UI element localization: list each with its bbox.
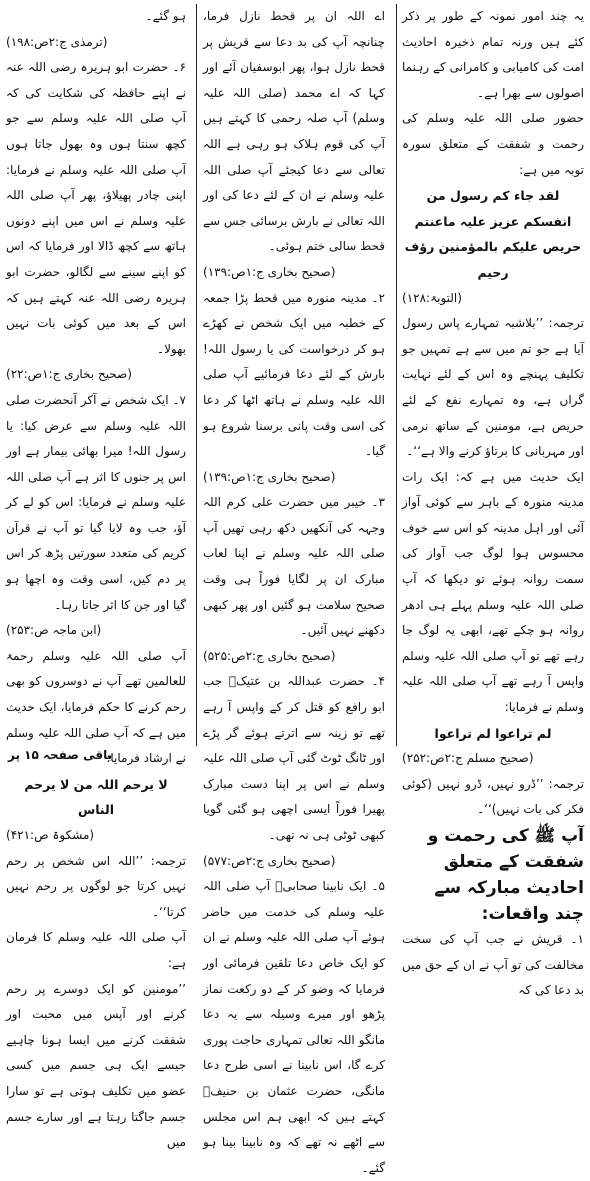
paragraph: اے اللہ ان پر قحط نازل فرما، چنانچہ آپ کی بد دعا سے قریش پر قحط نازل ہوا، پھر ابوسفیان آئے اور کہا کہ اے محمد (صلی اللہ علیہ وسلم) آپ صلہ رحمی کا کہتے ہیں آپ کی قوم ہلاک ہو رہی ہے اللہ تعالی سے دعا کیجئے آپ صلی اللہ علیہ وسلم نے ان کے لئے دعا کی اور اللہ تعالی نے بارش برسائی جس سے قحط سالی ختم ہوئی۔ — [203, 9, 385, 254]
reference: (صحیح مسلم ج:۲ص:۲۵۲) — [402, 751, 534, 766]
column-middle — [203, 4, 385, 1175]
arabic-quote: لم تراعوا لم تراعوا — [434, 725, 552, 741]
paragraph: ۶۔ حضرت ابو ہریرہ رضی اللہ عنہ نے اپنے حافظہ کی شکایت کی کہ آپ صلی اللہ علیہ وسلم سے جو کچھ سنتا ہوں وہ بھول جاتا ہوں آپ صلی اللہ علیہ وسلم نے فرمایا: اپنی چادر پھیلاؤ، پھر آپ صلی اللہ علیہ وسلم نے اس میں اپنے دونوں ہاتھ سے کچھ ڈالا اور فرمایا کہ اس کو اپنے سینے سے لگالو، حضرت ابو ہریرہ رضی اللہ عنہ کہتے ہیں کہ اس کے بعد میں کوئی بات نہیں بھولا۔ — [6, 60, 186, 356]
reference: (صحیح بخاری ج:۱ص:۱۳۹) — [203, 264, 336, 279]
paragraph: حضور صلی اللہ علیہ وسلم کی رحمت و شفقت کے متعلق سورہ توبہ میں ہے: — [402, 111, 584, 177]
paragraph: ’’مومنین کو ایک دوسرے پر رحم کرنے اور آپس میں محبت اور شفقت کرنے میں ایسا ہونا چاہیے جیسے ایک ہی جسم میں کسی عضو میں تکلیف ہوتی ہے تو سارا جسم جاگتا رہتا ہے اور سارے جسم میں — [6, 981, 186, 1150]
column-divider — [396, 4, 397, 746]
paragraph: یہ چند امور نمونہ کے طور پر ذکر کئے ہیں ورنہ تمام ذخیرہ احادیث امت کی کامیابی و کامرانی کے رہنما اصولوں سے بھرا ہے۔ — [402, 9, 584, 100]
paragraph: ۱۔ قریش نے جب آپ کی سخت مخالفت کی تو آپ نے ان کے حق میں بد دعا کی کہ — [402, 932, 584, 998]
paragraph: ۲۔ مدینہ منورہ میں قحط پڑا جمعہ کے خطبہ میں ایک شخص نے کھڑے ہو کر درخواست کی یا رسول اللہ! بارش کے لئے دعا فرمائیے آپ صلی اللہ علیہ وسلم نے ہاتھ اٹھا کر دعا کی اسی وقت پانی برسنا شروع ہو گیا۔ — [203, 290, 385, 459]
reference: (ابن ماجہ ص:۲۵۳) — [6, 623, 102, 638]
reference: (صحیح بخاری ج:۱ص:۱۳۹) — [203, 469, 336, 484]
arabic-quote: لقد جاء کم رسول من انفسکم عزیز علیہ ماعنتم حریص علیکم بالمؤمنین رؤف رحیم — [404, 188, 582, 280]
paragraph: ۷۔ ایک شخص نے آکر آنحضرت صلی اللہ علیہ وسلم سے عرض کیا: یا رسول اللہ! میرا بھائی بیمار ہے اور اس پر جنوں کا اثر ہے آپ صلی اللہ علیہ وسلم نے فرمایا: اس کو لے کر آؤ، جب وہ لایا گیا تو آپ نے قرآن کریم کی متعدد سورتیں پڑھ کر اس پر دم کیں، اسی وقت وہ اچھا ہو گیا اور جن کا اثر جاتا رہا۔ — [6, 392, 186, 612]
reference: (ترمذی ج:۲ص:۱۹۸) — [6, 34, 108, 49]
paragraph: ۳۔ خیبر میں حضرت علی کرم اللہ وجہہ کی آنکھیں دکھ رہی تھیں آپ صلی اللہ علیہ وسلم نے اپنا لعاب مبارک ان پر لگایا فوراً ہی وقت صحیح سلامت ہو گئیں اور پھر کبھی دکھنے نہیں آئیں۔ — [203, 495, 385, 638]
arabic-quote: لا یرحم اللہ من لا یرحم الناس — [24, 776, 168, 818]
page-continuation-note: باقی صفحہ ۱۵ پر — [8, 748, 113, 762]
paragraph: ہو گئے۔ — [145, 9, 186, 23]
reference: (صحیح بخاری ج:۲ص:۵۲۵) — [203, 648, 336, 663]
column-right — [402, 4, 584, 998]
paragraph: ۵۔ ایک نابینا صحابیؓ آپ صلی اللہ علیہ وسلم کی خدمت میں حاضر ہوئے آپ صلی اللہ علیہ وسلم نے ان کو ایک خاص دعا تلقین فرمائی اور فرمایا کہ وضو کر کے دو رکعت نماز پڑھو اور میرے وسیلہ سے یہ دعا مانگو اللہ تعالی تمہاری حاجت پوری کرے گا، اس نابینا نے اسی طرح دعا مانگی، حضرت عثمان بن حنیفؓ کہتے ہیں کہ ابھی ہم اس مجلس سے اٹھے نہ تھے کہ وہ نابینا بینا ہو گئے۔ — [203, 879, 385, 1175]
paragraph: آپ صلی اللہ علیہ وسلم رحمۃ للعالمین تھے آپ نے دوسروں کو بھی رحم کرنے کا حکم فرمایا، ایک حدیث میں ہے کہ آپ صلی اللہ علیہ وسلم نے ارشاد فرمایا: — [6, 648, 186, 766]
paragraph: آپ صلی اللہ علیہ وسلم کا فرمان ہے: — [6, 930, 186, 970]
paragraph: ترجمہ: ’’اللہ اس شخص پر رحم نہیں کرتا جو لوگوں پر رحم نہیں کرتا‘‘۔ — [6, 853, 186, 919]
reference: (مشکوۃ ص:۴۲۱) — [6, 828, 95, 842]
section-heading: آپ ﷺ کی رحمت و شفقت کے متعلق احادیث مبارکہ سے چند واقعات: — [427, 826, 584, 924]
paragraph: ایک حدیث میں ہے کہ: ایک رات مدینہ منورہ کے باہر سے کوئی آواز آئی اور اہل مدینہ کو اس سے خوف محسوس ہوا لوگ جب آواز کی سمت روانہ ہوئے تو دیکھا کہ آپ صلی اللہ علیہ وسلم پہلے ہی ادھر روانہ ہو چکے تھے، ابھی یہ لوگ جا رہے تھے تو آپ صلی اللہ علیہ وسلم واپس آ رہے تھے آپ صلی اللہ علیہ وسلم نے فرمایا: — [402, 469, 584, 715]
reference: (صحیح بخاری ج:۱ص:۲۲) — [6, 367, 132, 382]
paragraph: ۴۔ حضرت عبداللہ بن عتیکؓ جب ابو رافع کو قتل کر کے واپس آ رہے تھے تو زینہ سے اترتے ہوئے گر پڑے اور ٹانگ ٹوٹ گئی آپ صلی اللہ علیہ وسلم نے اس پر اپنا دست مبارک پھیرا فوراً ایسی اچھی ہو گئی گویا کبھی ٹوٹی ہی نہ تھی۔ — [203, 674, 385, 842]
paragraph: ترجمہ: ’’بلاشبہ تمہارے پاس رسول آیا ہے جو تم میں سے ہے تمہیں جو تکلیف پہنچے وہ اس کے لئے نہایت گراں ہے، وہ تمہارے نفع کے لئے حریص ہے، مومنین کے ساتھ نرمی اور مہربانی کا برتاؤ کرنے والا ہے‘‘۔ — [402, 316, 584, 459]
column-divider — [196, 4, 197, 746]
reference: (صحیح بخاری ج:۲ص:۵۷۷) — [203, 853, 336, 868]
paragraph: ترجمہ: ’’ڈرو نہیں، ڈرو نہیں (کوئی فکر کی بات نہیں)‘‘۔ — [402, 776, 584, 817]
reference: (التوبۃ:۱۲۸) — [402, 290, 462, 305]
